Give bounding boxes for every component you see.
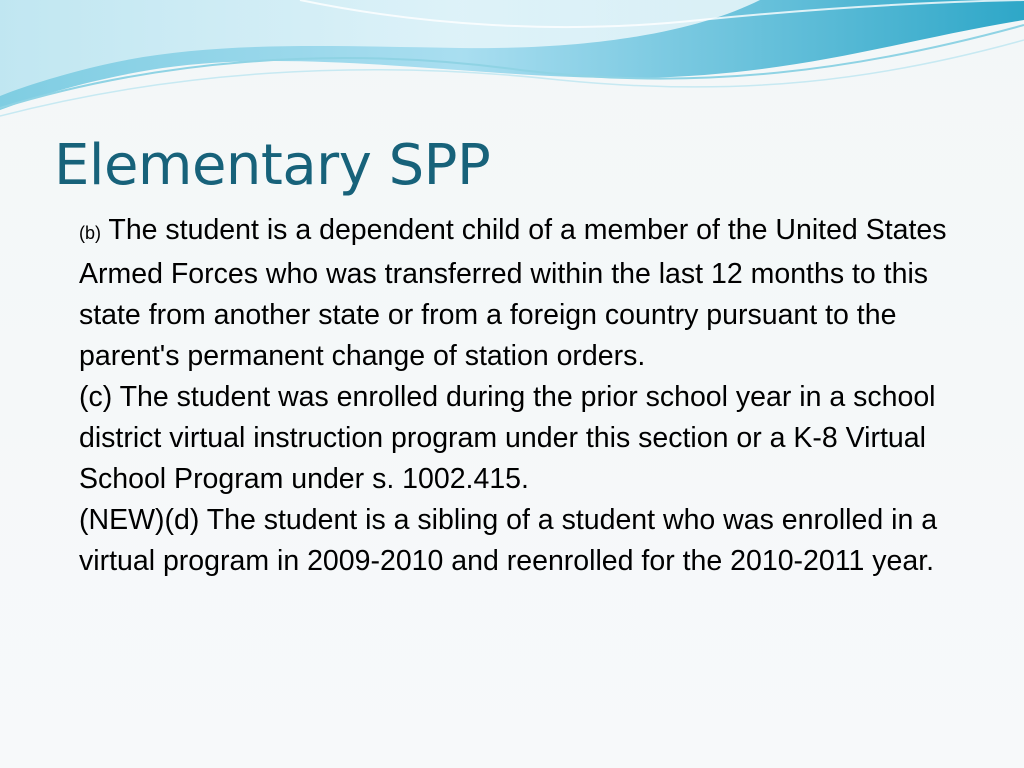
paragraph-c-text: (c) The student was enrolled during the prior school year in a school district virtual instruction program under this section or a K-8 Virtual School Program under s. 1002.415. [79, 381, 936, 495]
slide-body [79, 210, 959, 582]
paragraph-d-text: (NEW)(d) The student is a sibling of a student who was enrolled in a virtual program in 2009-2010 and reenrolled for the 2010-2011 year. [79, 504, 938, 577]
paragraph-c [79, 377, 959, 500]
slide-title: Elementary SPP [54, 133, 491, 198]
paragraph-b [79, 210, 959, 377]
paragraph-b-text: The student is a dependent child of a member of the United States Armed Forces who was transferred within the last 12 months to this state from another state or from a foreign country pursuant to the parent's permanent change of station orders. [79, 214, 947, 372]
paragraph-d [79, 500, 959, 582]
paragraph-b-label: (b) [79, 223, 101, 243]
header-wave-decoration [0, 0, 1024, 130]
